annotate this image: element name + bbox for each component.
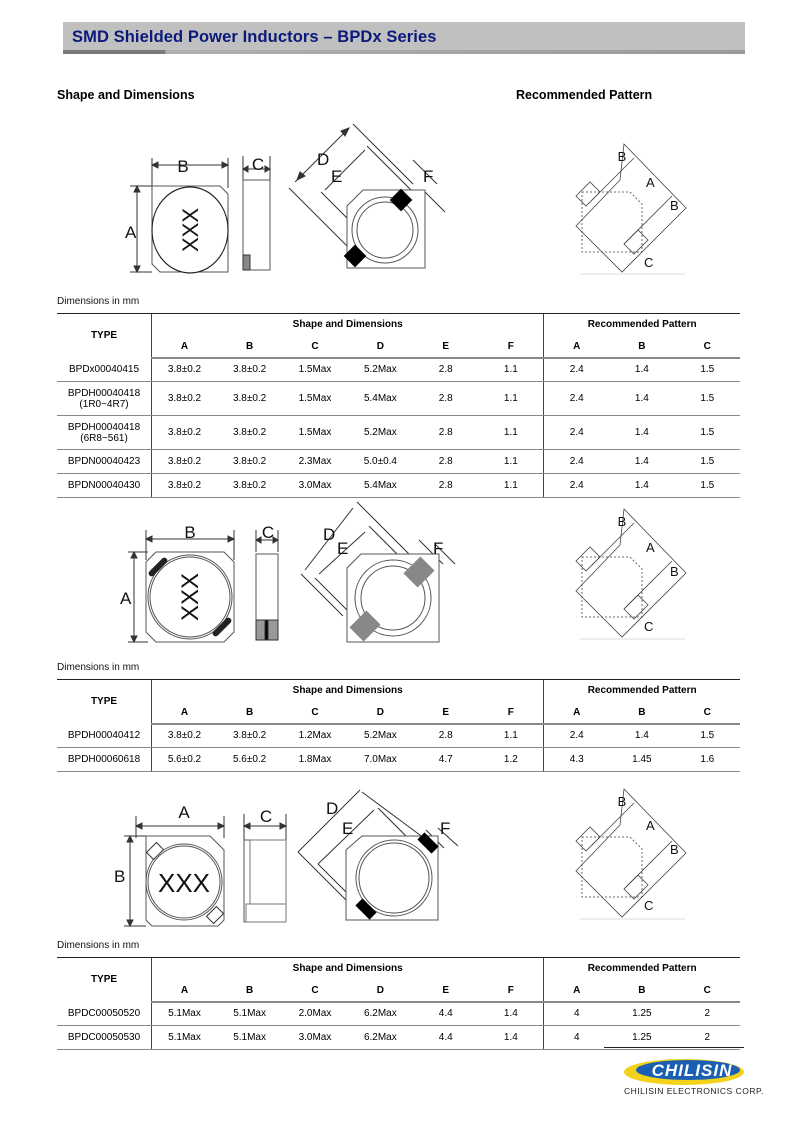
type-cell bbox=[57, 748, 152, 772]
type-header: TYPE bbox=[57, 958, 152, 1002]
marking-text: XXX bbox=[177, 572, 204, 622]
value-cell: 1.1 bbox=[478, 724, 543, 748]
column-header: D bbox=[348, 336, 413, 358]
value-cell: 1.8Max bbox=[282, 748, 347, 772]
value-cell: 2.8 bbox=[413, 724, 478, 748]
recommended-pattern-header: Recommended Pattern bbox=[544, 314, 740, 336]
svg-text:CHILISIN: CHILISIN bbox=[651, 1061, 733, 1080]
type-line: BPDC00050520 bbox=[67, 1007, 141, 1019]
company-name: CHILISIN ELECTRONICS CORP. bbox=[624, 1086, 764, 1096]
pattern-label-a: A bbox=[646, 175, 655, 190]
drawing-3-side-view bbox=[242, 800, 292, 930]
dim-label-d: D bbox=[323, 525, 336, 544]
table-row bbox=[57, 748, 740, 772]
value-cell: 1.5 bbox=[675, 474, 740, 498]
value-cell: 3.0Max bbox=[282, 474, 347, 498]
type-cell bbox=[57, 358, 152, 382]
value-cell: 4 bbox=[544, 1026, 609, 1050]
shape-dimensions-header: Shape and Dimensions bbox=[152, 958, 544, 980]
column-header: D bbox=[348, 980, 413, 1002]
value-cell: 3.8±0.2 bbox=[152, 474, 217, 498]
type-cell bbox=[57, 1026, 152, 1050]
dim-label-b: B bbox=[177, 157, 189, 176]
value-cell: 1.4 bbox=[478, 1002, 543, 1026]
value-cell: 4 bbox=[544, 1002, 609, 1026]
dim-label-c: C bbox=[251, 155, 265, 174]
type-line: BPDH00040412 bbox=[67, 729, 141, 741]
table-row bbox=[57, 358, 740, 382]
value-cell: 1.4 bbox=[609, 358, 674, 382]
table-row bbox=[57, 416, 740, 450]
pattern-label-b1: B bbox=[617, 794, 627, 809]
column-header: C bbox=[282, 702, 347, 724]
value-cell: 1.5Max bbox=[282, 382, 347, 416]
type-line: BPDH00060618 bbox=[67, 754, 141, 765]
type-line: (6R8~561) bbox=[80, 432, 128, 444]
value-cell: 1.4 bbox=[609, 450, 674, 474]
table-row bbox=[57, 724, 740, 748]
column-header: C bbox=[282, 336, 347, 358]
value-cell: 1.5 bbox=[675, 724, 740, 748]
table-row bbox=[57, 1002, 740, 1026]
value-cell: 3.8±0.2 bbox=[217, 450, 282, 474]
column-header: B bbox=[217, 336, 282, 358]
value-cell: 1.25 bbox=[609, 1026, 674, 1050]
drawing-3-angled-view bbox=[298, 790, 468, 930]
pattern-label-a: A bbox=[646, 540, 655, 555]
type-line: (1R0~4R7) bbox=[79, 398, 129, 410]
value-cell: 1.5 bbox=[675, 382, 740, 416]
value-cell: 2.4 bbox=[544, 724, 609, 748]
value-cell: 1.1 bbox=[478, 474, 543, 498]
value-cell: 5.2Max bbox=[348, 724, 413, 748]
dim-label-a: A bbox=[178, 803, 190, 822]
value-cell: 1.5Max bbox=[282, 358, 347, 382]
type-cell bbox=[57, 416, 152, 450]
value-cell: 4.4 bbox=[413, 1002, 478, 1026]
value-cell: 5.2Max bbox=[348, 416, 413, 450]
dim-label-e: E bbox=[331, 167, 343, 186]
value-cell: 3.8±0.2 bbox=[152, 724, 217, 748]
value-cell: 4.3 bbox=[544, 748, 609, 772]
value-cell: 5.1Max bbox=[152, 1026, 217, 1050]
value-cell: 2.8 bbox=[413, 474, 478, 498]
column-header: F bbox=[478, 702, 543, 724]
value-cell: 3.8±0.2 bbox=[152, 450, 217, 474]
value-cell: 1.6 bbox=[675, 748, 740, 772]
drawing-1-angled-view bbox=[285, 120, 455, 280]
dim-label-d: D bbox=[326, 799, 339, 818]
value-cell: 5.1Max bbox=[217, 1002, 282, 1026]
column-header: E bbox=[413, 336, 478, 358]
value-cell: 5.6±0.2 bbox=[152, 748, 217, 772]
value-cell: 1.1 bbox=[478, 450, 543, 474]
pattern-label-c: C bbox=[644, 255, 654, 270]
value-cell: 2.8 bbox=[413, 450, 478, 474]
type-cell bbox=[57, 450, 152, 474]
value-cell: 3.8±0.2 bbox=[152, 382, 217, 416]
table-row bbox=[57, 1026, 740, 1050]
footer-divider bbox=[604, 1047, 744, 1048]
drawing-1-top-view bbox=[120, 150, 240, 280]
type-line: BPDx00040415 bbox=[68, 363, 140, 375]
column-header: E bbox=[413, 980, 478, 1002]
value-cell: 4.7 bbox=[413, 748, 478, 772]
value-cell: 1.5 bbox=[675, 450, 740, 474]
type-line: BPDN00040423 bbox=[67, 456, 141, 467]
column-header: C bbox=[282, 980, 347, 1002]
value-cell: 1.5Max bbox=[282, 416, 347, 450]
value-cell: 6.2Max bbox=[348, 1026, 413, 1050]
pattern-drawing-1 bbox=[560, 140, 700, 280]
type-cell bbox=[57, 382, 152, 416]
type-line: BPDH00040418 bbox=[67, 421, 141, 433]
dim-label-f: F bbox=[440, 819, 451, 838]
value-cell: 1.2Max bbox=[282, 724, 347, 748]
column-header: F bbox=[478, 336, 543, 358]
value-cell: 2.8 bbox=[413, 382, 478, 416]
column-header: A bbox=[152, 980, 217, 1002]
value-cell: 5.0±0.4 bbox=[348, 450, 413, 474]
column-header: A bbox=[544, 980, 609, 1002]
column-header: B bbox=[217, 980, 282, 1002]
page-title: SMD Shielded Power Inductors – BPDx Series bbox=[72, 28, 437, 46]
drawing-2-side-view bbox=[250, 520, 290, 650]
value-cell: 3.8±0.2 bbox=[152, 358, 217, 382]
type-header: TYPE bbox=[57, 314, 152, 358]
type-line: BPDH00040418 bbox=[67, 387, 141, 399]
value-cell: 6.2Max bbox=[348, 1002, 413, 1026]
dim-label-e: E bbox=[342, 819, 354, 838]
pattern-label-b2: B bbox=[670, 842, 679, 857]
dim-label-f: F bbox=[433, 539, 444, 558]
column-header: A bbox=[544, 702, 609, 724]
value-cell: 2 bbox=[675, 1026, 740, 1050]
value-cell: 1.45 bbox=[609, 748, 674, 772]
table-row bbox=[57, 474, 740, 498]
value-cell: 1.4 bbox=[609, 416, 674, 450]
value-cell: 2.4 bbox=[544, 450, 609, 474]
value-cell: 4.4 bbox=[413, 1026, 478, 1050]
drawing-1-side-view bbox=[240, 150, 280, 280]
value-cell: 3.8±0.2 bbox=[217, 382, 282, 416]
value-cell: 5.4Max bbox=[348, 382, 413, 416]
dim-label-a: A bbox=[120, 589, 132, 608]
drawing-2-angled-view bbox=[295, 500, 465, 650]
value-cell: 2.3Max bbox=[282, 450, 347, 474]
value-cell: 5.1Max bbox=[152, 1002, 217, 1026]
value-cell: 1.2 bbox=[478, 748, 543, 772]
value-cell: 7.0Max bbox=[348, 748, 413, 772]
recommended-pattern-header: Recommended Pattern bbox=[544, 958, 740, 980]
dimensions-note-2: Dimensions in mm bbox=[57, 662, 140, 673]
value-cell: 1.25 bbox=[609, 1002, 674, 1026]
column-header: E bbox=[413, 702, 478, 724]
value-cell: 5.2Max bbox=[348, 358, 413, 382]
pattern-label-c: C bbox=[644, 898, 654, 913]
dim-label-c: C bbox=[261, 523, 275, 542]
marking-text: XXX bbox=[178, 207, 203, 253]
column-header: A bbox=[152, 702, 217, 724]
type-cell bbox=[57, 1002, 152, 1026]
value-cell: 2.4 bbox=[544, 416, 609, 450]
recommended-pattern-title: Recommended Pattern bbox=[516, 88, 653, 102]
dim-label-c: C bbox=[259, 807, 273, 826]
column-header: B bbox=[609, 336, 674, 358]
column-header: F bbox=[478, 980, 543, 1002]
pattern-label-b1: B bbox=[617, 149, 627, 164]
value-cell: 3.8±0.2 bbox=[152, 416, 217, 450]
spec-table-3 bbox=[57, 957, 740, 1050]
value-cell: 1.5 bbox=[675, 358, 740, 382]
pattern-label-c: C bbox=[644, 619, 654, 634]
value-cell: 5.4Max bbox=[348, 474, 413, 498]
pattern-label-b2: B bbox=[670, 198, 679, 213]
drawing-2-top-view bbox=[118, 520, 248, 650]
column-header: C bbox=[675, 980, 740, 1002]
pattern-drawing-2 bbox=[560, 505, 700, 645]
value-cell: 5.6±0.2 bbox=[217, 748, 282, 772]
shape-dimensions-header: Shape and Dimensions bbox=[152, 314, 544, 336]
recommended-pattern-header: Recommended Pattern bbox=[544, 680, 740, 702]
dimensions-note-1: Dimensions in mm bbox=[57, 296, 140, 307]
value-cell: 3.8±0.2 bbox=[217, 474, 282, 498]
value-cell: 1.4 bbox=[609, 382, 674, 416]
value-cell: 1.4 bbox=[609, 724, 674, 748]
dim-label-f: F bbox=[423, 167, 434, 186]
shape-dimensions-title: Shape and Dimensions bbox=[57, 88, 195, 102]
value-cell: 2.0Max bbox=[282, 1002, 347, 1026]
dim-label-a: A bbox=[125, 223, 137, 242]
column-header: B bbox=[217, 702, 282, 724]
pattern-drawing-3 bbox=[560, 785, 700, 925]
value-cell: 1.5 bbox=[675, 416, 740, 450]
value-cell: 2 bbox=[675, 1002, 740, 1026]
value-cell: 1.4 bbox=[609, 474, 674, 498]
value-cell: 2.4 bbox=[544, 474, 609, 498]
type-line: BPDC00050530 bbox=[67, 1032, 141, 1043]
value-cell: 1.4 bbox=[478, 1026, 543, 1050]
table-row bbox=[57, 382, 740, 416]
value-cell: 3.0Max bbox=[282, 1026, 347, 1050]
column-header: C bbox=[675, 702, 740, 724]
value-cell: 1.1 bbox=[478, 382, 543, 416]
value-cell: 5.1Max bbox=[217, 1026, 282, 1050]
type-header: TYPE bbox=[57, 680, 152, 724]
value-cell: 1.1 bbox=[478, 416, 543, 450]
value-cell: 3.8±0.2 bbox=[217, 358, 282, 382]
dim-label-d: D bbox=[317, 150, 330, 169]
column-header: A bbox=[152, 336, 217, 358]
column-header: B bbox=[609, 702, 674, 724]
type-line: BPDN00040430 bbox=[67, 480, 141, 491]
column-header: B bbox=[609, 980, 674, 1002]
value-cell: 2.8 bbox=[413, 416, 478, 450]
value-cell: 3.8±0.2 bbox=[217, 724, 282, 748]
marking-text: XXX bbox=[157, 868, 211, 898]
dimensions-note-3: Dimensions in mm bbox=[57, 940, 140, 951]
header-underline bbox=[63, 50, 745, 54]
pattern-label-a: A bbox=[646, 818, 655, 833]
type-cell bbox=[57, 474, 152, 498]
value-cell: 2.8 bbox=[413, 358, 478, 382]
value-cell: 3.8±0.2 bbox=[217, 416, 282, 450]
dim-label-b: B bbox=[184, 523, 196, 542]
column-header: C bbox=[675, 336, 740, 358]
drawing-3-top-view bbox=[112, 800, 242, 930]
column-header: D bbox=[348, 702, 413, 724]
dim-label-b: B bbox=[114, 867, 126, 886]
value-cell: 2.4 bbox=[544, 382, 609, 416]
column-header: A bbox=[544, 336, 609, 358]
table-row bbox=[57, 450, 740, 474]
spec-table-1 bbox=[57, 313, 740, 498]
spec-table-2 bbox=[57, 679, 740, 772]
type-cell bbox=[57, 724, 152, 748]
value-cell: 1.1 bbox=[478, 358, 543, 382]
shape-dimensions-header: Shape and Dimensions bbox=[152, 680, 544, 702]
value-cell: 2.4 bbox=[544, 358, 609, 382]
pattern-label-b2: B bbox=[670, 564, 679, 579]
dim-label-e: E bbox=[337, 539, 349, 558]
pattern-label-b1: B bbox=[617, 514, 627, 529]
